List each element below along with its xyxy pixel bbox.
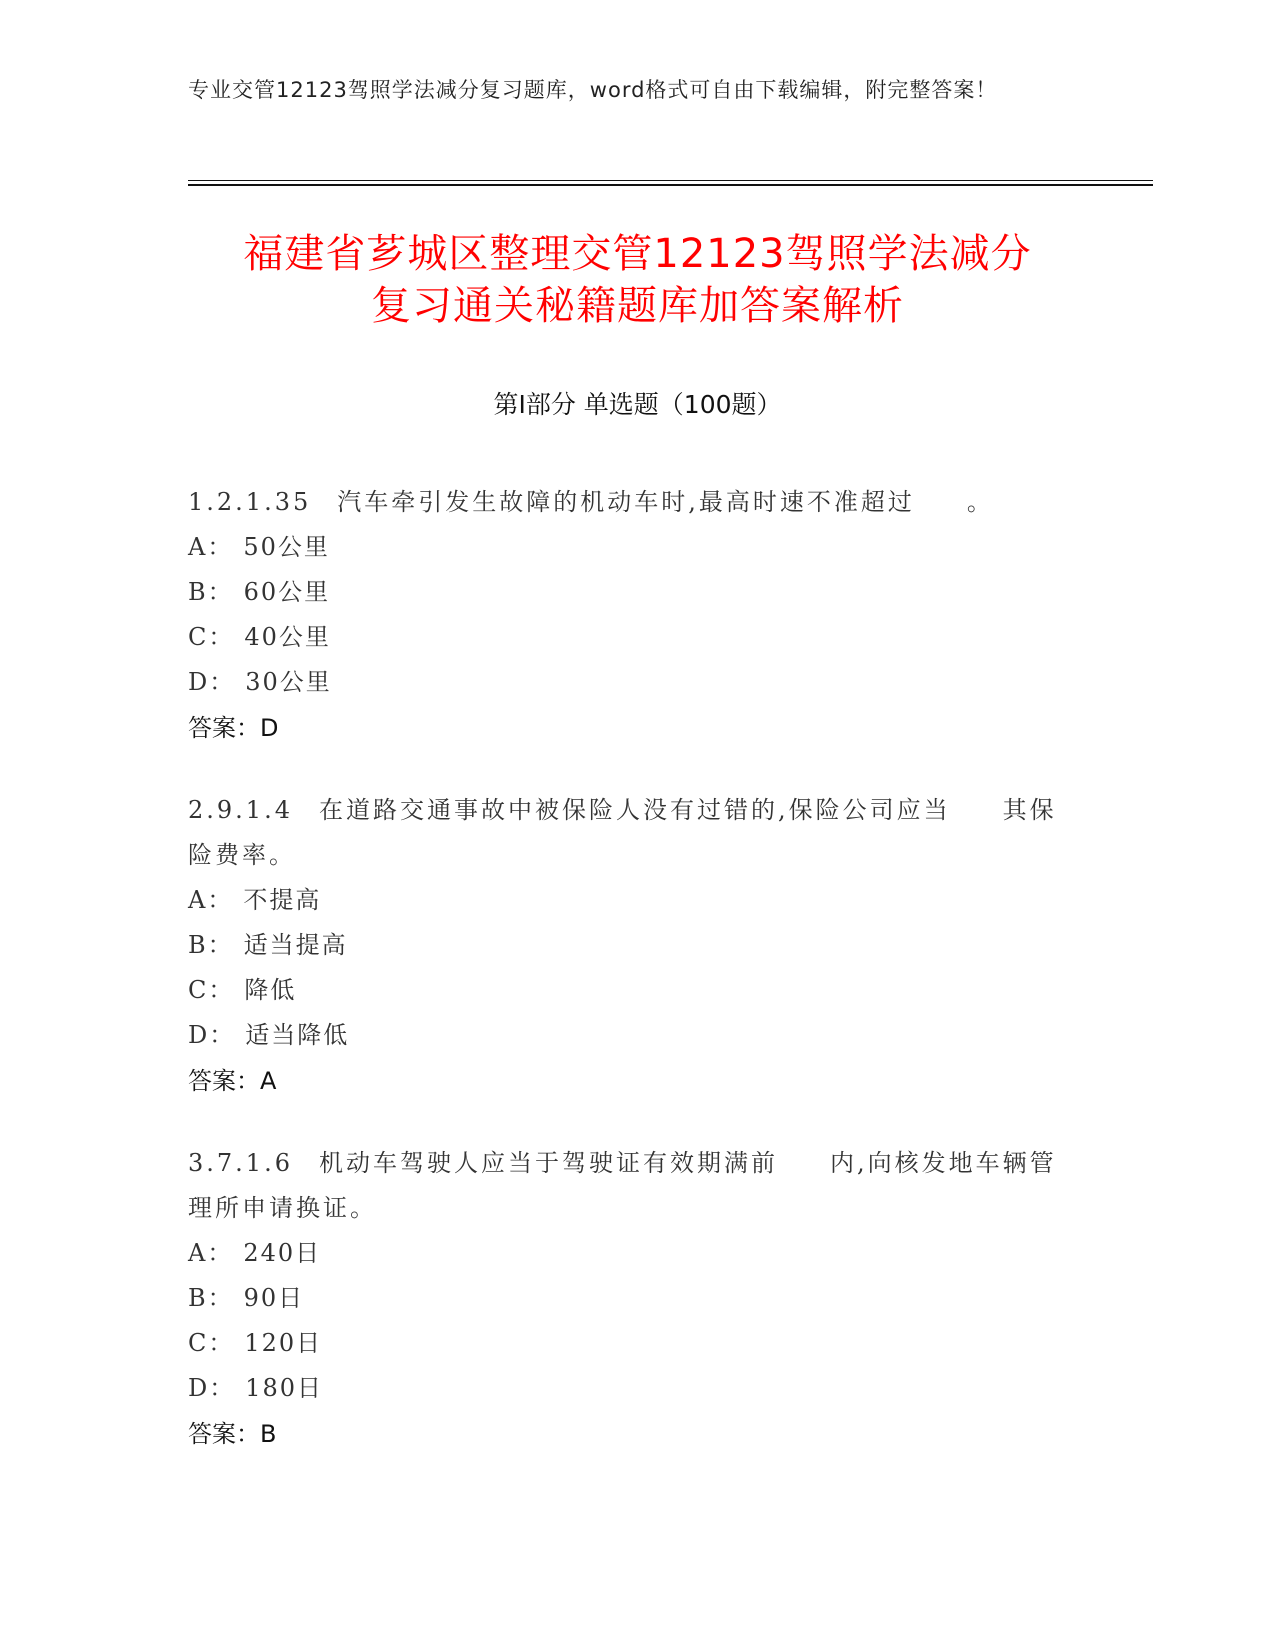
option-b xyxy=(188,570,1078,615)
option-d xyxy=(188,1366,1078,1411)
question-number: 3.7.1.6 xyxy=(188,1149,293,1177)
document-title xyxy=(150,228,1125,332)
option-text: 90日 xyxy=(243,1284,305,1312)
option-text: 30公里 xyxy=(245,668,332,696)
option-text: 不提高 xyxy=(243,886,322,914)
question-text-end: 。 xyxy=(966,488,994,516)
header-divider-thick xyxy=(188,184,1153,186)
question-text-end: 内,向核发地车辆管理所申请换证。 xyxy=(188,1149,1057,1222)
option-b xyxy=(188,923,1078,968)
option-text: 适当提高 xyxy=(243,931,348,959)
option-key: C： xyxy=(188,623,235,651)
option-a xyxy=(188,1231,1078,1276)
option-key: D： xyxy=(188,668,236,696)
document-title-line-2: 复习通关秘籍题库加答案解析 xyxy=(371,283,904,329)
question-stem xyxy=(188,1141,1078,1231)
option-key: B： xyxy=(188,578,234,606)
option-d xyxy=(188,1013,1078,1058)
question-item xyxy=(188,1141,1078,1457)
option-text: 40公里 xyxy=(244,623,331,651)
option-key: B： xyxy=(188,931,234,959)
question-stem xyxy=(188,480,1078,525)
document-title-line-1: 福建省芗城区整理交管12123驾照学法减分 xyxy=(243,231,1032,277)
question-text: 汽车牵引发生故障的机动车时,最高时速不准超过 xyxy=(337,488,915,516)
option-key: A： xyxy=(188,1239,234,1267)
question-answer: 答案：D xyxy=(188,714,279,742)
option-c xyxy=(188,1321,1078,1366)
question-stem xyxy=(188,788,1078,878)
option-text: 降低 xyxy=(244,976,297,1004)
option-text: 60公里 xyxy=(243,578,331,606)
question-answer: 答案：B xyxy=(188,1420,277,1448)
option-c xyxy=(188,968,1078,1013)
option-a xyxy=(188,525,1078,570)
option-a xyxy=(188,878,1078,923)
option-text: 适当降低 xyxy=(245,1021,350,1049)
option-key: D： xyxy=(188,1021,236,1049)
question-text-end: 其保险费率。 xyxy=(188,796,1057,869)
question-text: 机动车驾驶人应当于驾驶证有效期满前 xyxy=(318,1149,778,1177)
option-text: 50公里 xyxy=(243,533,330,561)
question-number: 2.9.1.4 xyxy=(188,796,293,824)
option-text: 180日 xyxy=(245,1374,324,1402)
header-divider-thin xyxy=(188,180,1153,181)
header-note: 专业交管12123驾照学法减分复习题库，word格式可自由下载编辑，附完整答案！ xyxy=(188,78,998,102)
option-key: B： xyxy=(188,1284,234,1312)
question-item xyxy=(188,480,1078,751)
option-key: C： xyxy=(188,976,235,1004)
question-list xyxy=(188,480,1078,1494)
option-text: 240日 xyxy=(243,1239,322,1267)
option-key: A： xyxy=(188,886,234,914)
question-answer: 答案：A xyxy=(188,1067,277,1095)
question-text: 在道路交通事故中被保险人没有过错的,保险公司应当 xyxy=(318,796,951,824)
option-b xyxy=(188,1276,1078,1321)
option-key: A： xyxy=(188,533,234,561)
option-text: 120日 xyxy=(244,1329,323,1357)
option-key: C： xyxy=(188,1329,235,1357)
question-item xyxy=(188,788,1078,1104)
option-d xyxy=(188,660,1078,705)
question-number: 1.2.1.35 xyxy=(188,488,312,516)
option-key: D： xyxy=(188,1374,236,1402)
option-c xyxy=(188,615,1078,660)
section-title: 第Ⅰ部分 单选题（100题） xyxy=(493,390,782,419)
